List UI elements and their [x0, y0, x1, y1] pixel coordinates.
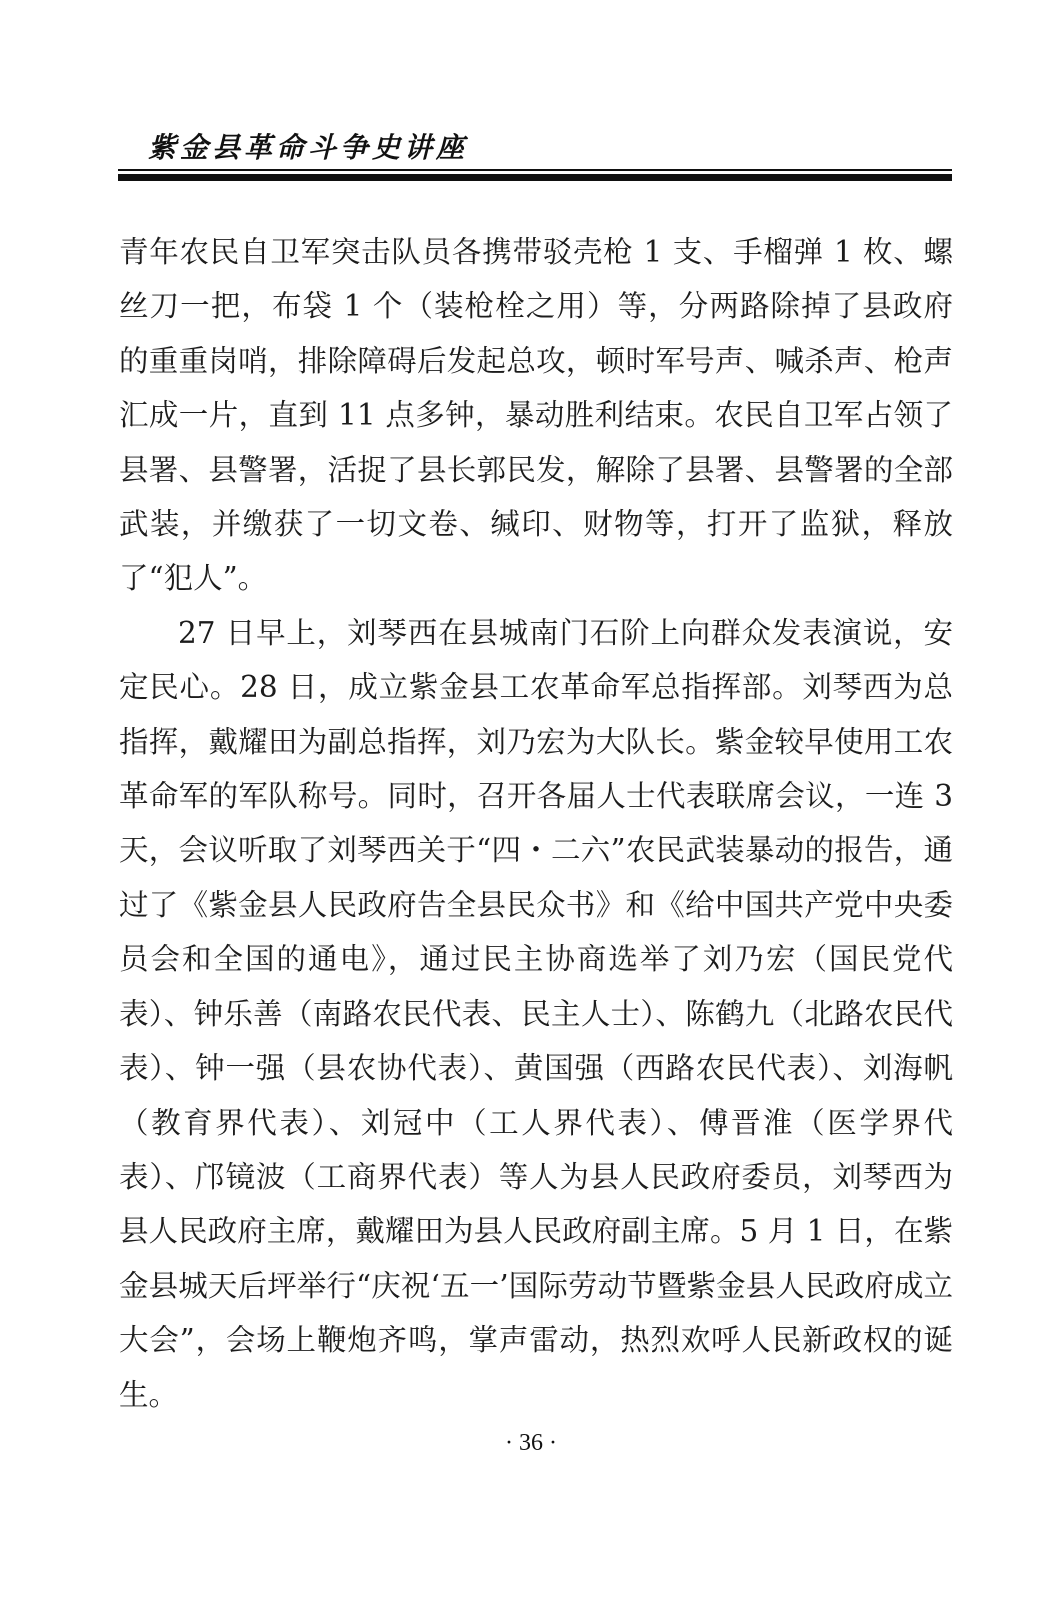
- page-number: · 36 ·: [505, 1430, 557, 1456]
- paragraph: 27 日早上，刘琴西在县城南门石阶上向群众发表演说，安定民心。28 日，成立紫金县工农革命军总指挥部。刘琴西为总指挥，戴耀田为副总指挥，刘乃宏为大队长。紫金较早使用工农革命军的军队称号。同时，召开各届人士代表联席会议，一连 3 天，会议听取了刘琴西关于“四・二六”农民武装暴动的报告，通过了《紫金县人民政府告全县民众书》和《给中国共产党中央委员会和全国的通电》，通过民主协商选举了刘乃宏（国民党代表）、钟乐善（南路农民代表、民主人士）、陈鹤九（北路农民代表）、钟一强（县农协代表）、黄国强（西路农民代表）、刘海帆（教育界代表）、刘冠中（工人界代表）、傅晋淮（医学界代表）、邝镜波（工商界代表）等人为县人民政府委员，刘琴西为县人民政府主席，戴耀田为县人民政府副主席。5 月 1 日，在紫金县城天后坪举行“庆祝‘五一’国际劳动节暨紫金县人民政府成立大会”，会场上鞭炮齐鸣，掌声雷动，热烈欢呼人民新政权的诞生。: [119, 615, 953, 1412]
- paragraph-continuation: 青年农民自卫军突击队员各携带驳壳枪 1 支、手榴弹 1 枚、螺丝刀一把，布袋 1 个（装枪栓之用）等，分两路除掉了县政府的重重岗哨，排除障碍后发起总攻，顿时军号声、喊杀声、枪声汇成一片，直到 11 点多钟，暴动胜利结束。农民自卫军占领了县署、县警署，活捉了县长郭民发，解除了县署、县警署的全部武装，并缴获了一切文卷、缄印、财物等，打开了监狱，释放了“犯人”。: [119, 235, 953, 596]
- header-rule-thick: [118, 174, 952, 181]
- running-header-title: 紫金县革命斗争史讲座: [148, 131, 469, 164]
- body-text: [119, 225, 953, 1422]
- header-rule-thin: [118, 169, 952, 171]
